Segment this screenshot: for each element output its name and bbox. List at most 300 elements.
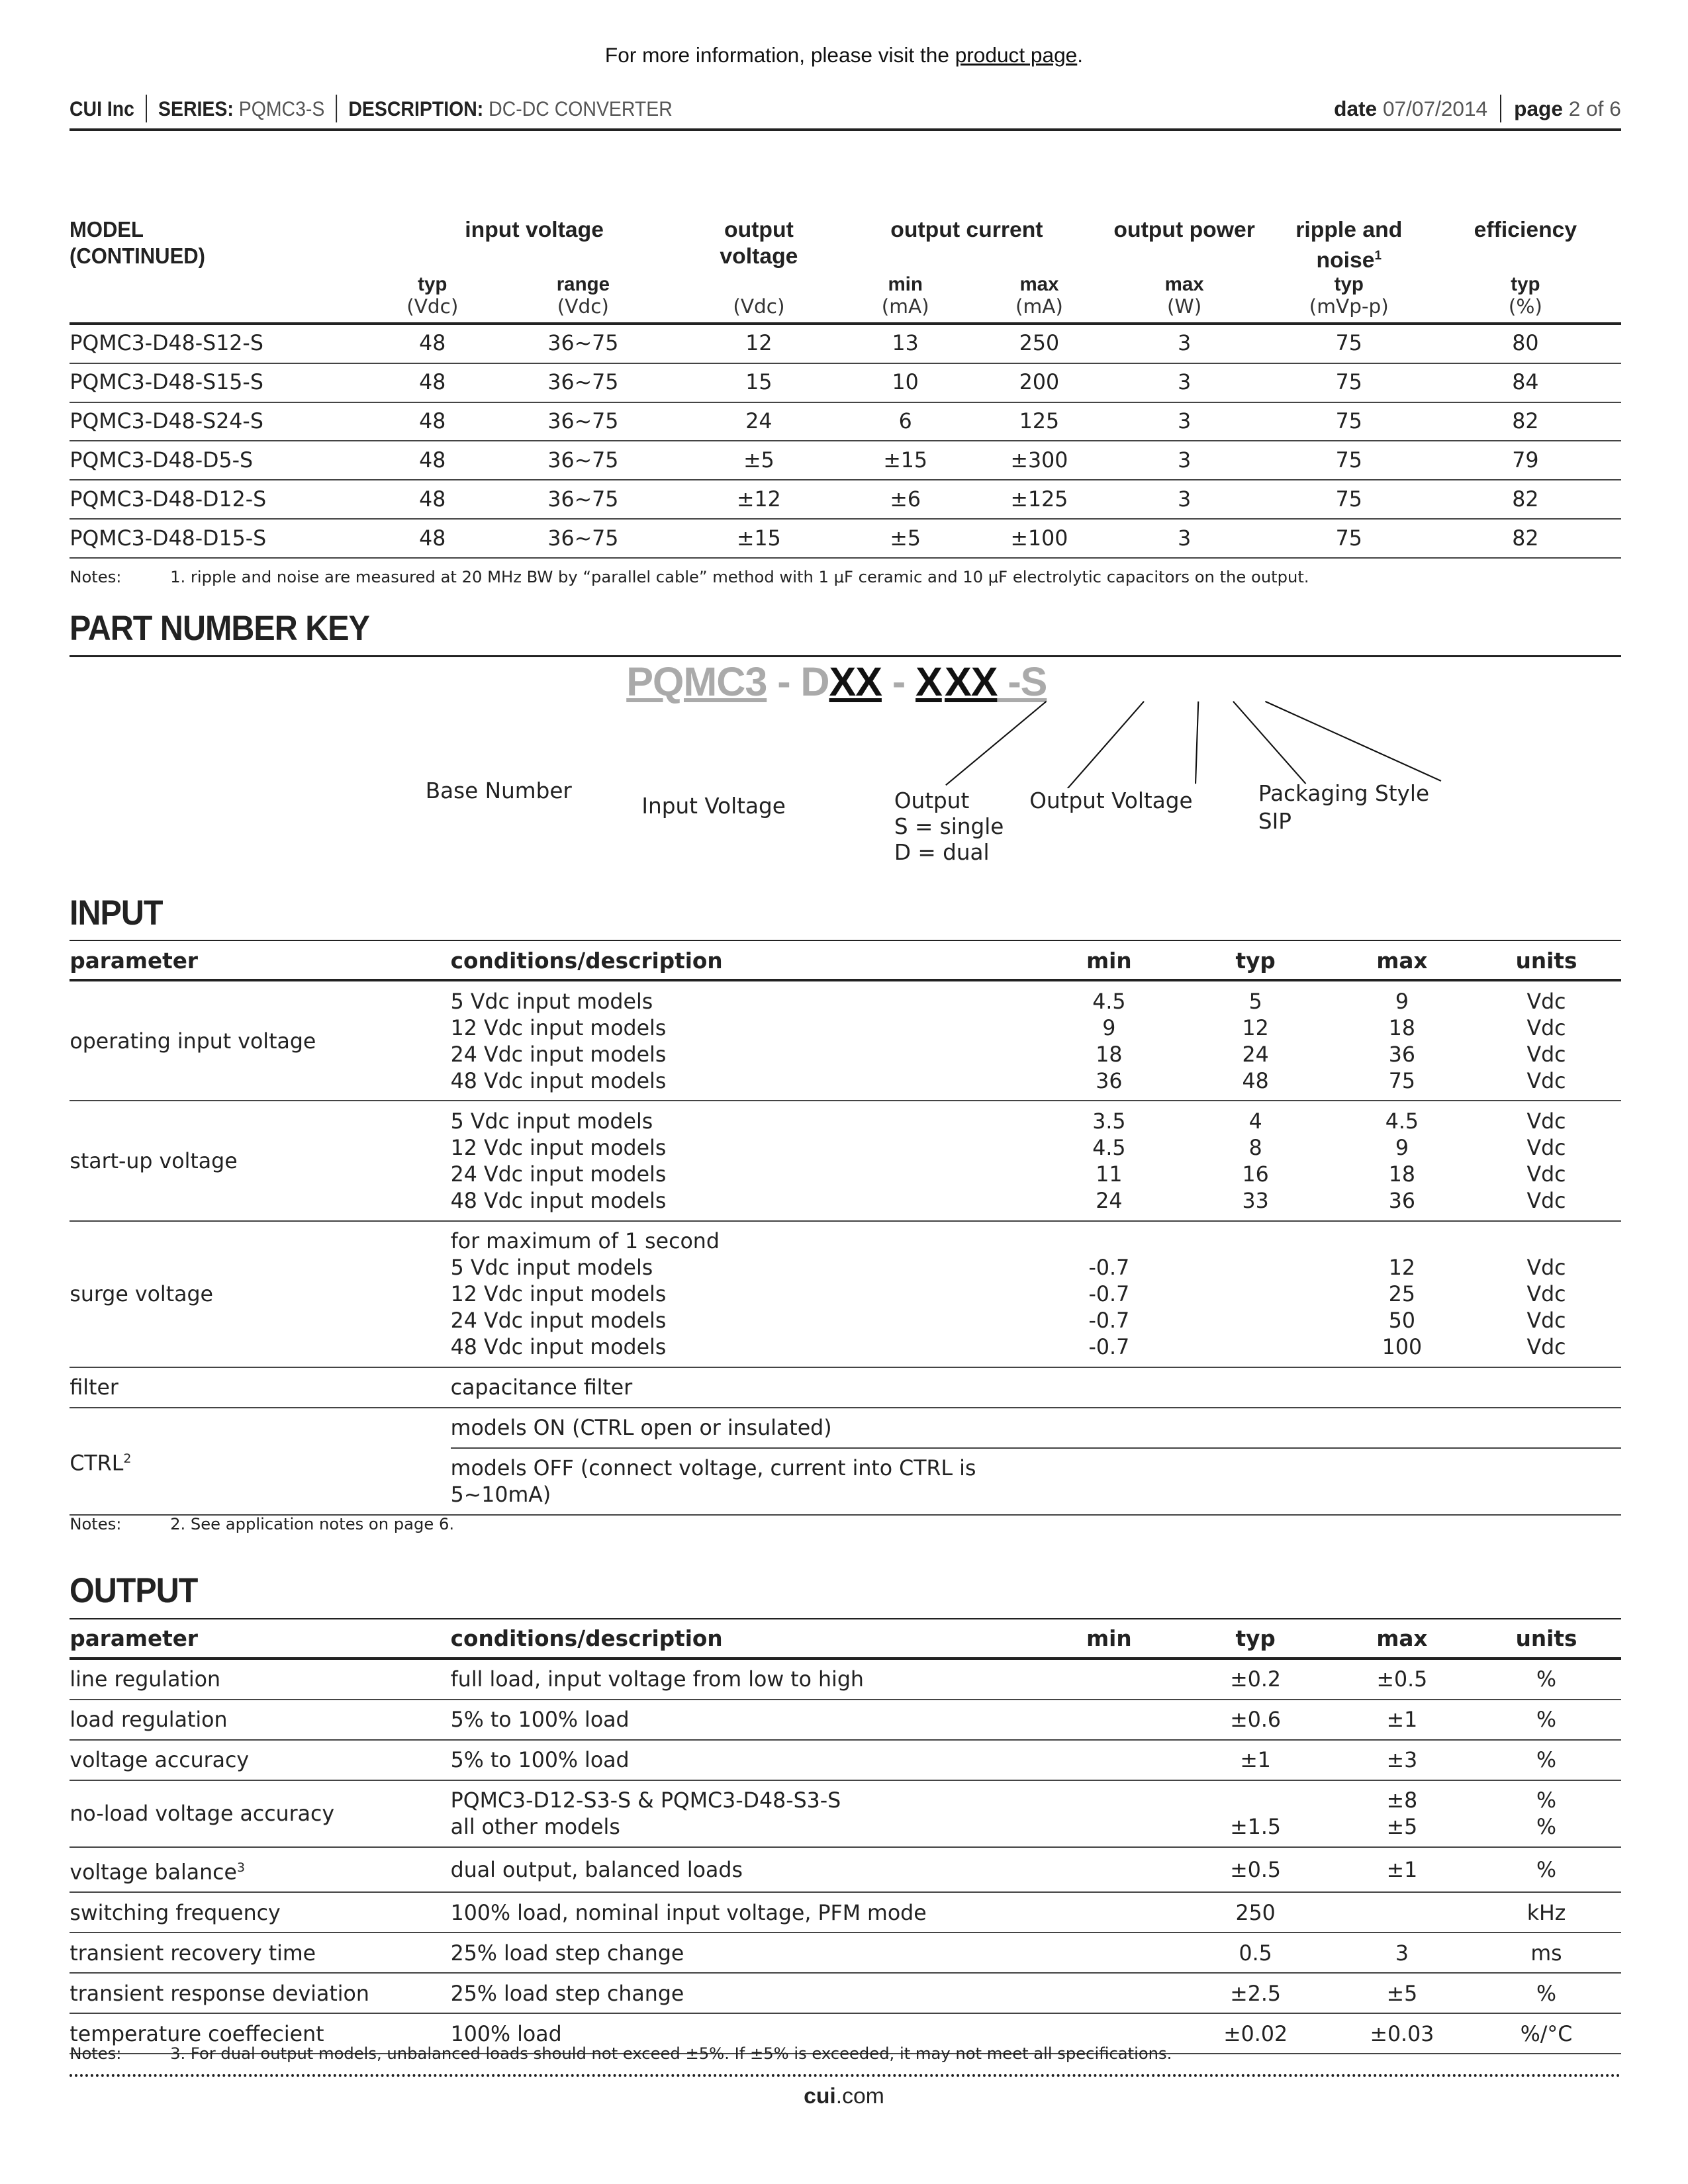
cell: 24	[685, 402, 833, 441]
parameter-name	[70, 1847, 450, 1893]
cond-cell	[451, 1659, 1039, 1700]
min-cell	[1039, 980, 1179, 1101]
min-value	[1039, 1747, 1179, 1774]
cond-lines	[451, 1940, 1039, 1967]
group-efficiency: efficiency	[1474, 216, 1577, 242]
units-value: Vdc	[1526, 1189, 1566, 1214]
cond-value: 5 Vdc input models	[450, 1109, 653, 1134]
parameter-name	[70, 1101, 450, 1220]
typ-value: 4	[1248, 1109, 1262, 1134]
table-row	[70, 1700, 1620, 1740]
table-row	[70, 1367, 1620, 1408]
table-row	[70, 980, 1620, 1101]
subhead: max	[1019, 273, 1059, 295]
unit-label: (Vdc)	[685, 296, 833, 324]
code-sep: -	[881, 659, 916, 704]
cond-value: 25% load step change	[450, 1981, 684, 2006]
parameter-label: CTRL	[70, 1451, 124, 1476]
cond-lines	[451, 1109, 1039, 1214]
cell: 36~75	[481, 480, 685, 519]
column-header: max	[1333, 943, 1472, 981]
unit-label: (mA)	[833, 296, 978, 324]
min-lines	[1039, 1981, 1179, 2007]
cond-value: models OFF (connect voltage, current into CTRL is	[450, 1457, 976, 1481]
header-rule	[70, 128, 1620, 131]
description-label: DESCRIPTION:	[348, 96, 484, 120]
units-lines	[1472, 1788, 1621, 1841]
table-row	[70, 1740, 1620, 1780]
typ-cell	[1179, 1367, 1333, 1408]
units-cell	[1472, 1780, 1621, 1847]
units-value: %	[1536, 1981, 1557, 2006]
model-name: PQMC3-D48-S24-S	[70, 402, 383, 441]
cell: 36~75	[481, 363, 685, 402]
typ-value: ±1.5	[1230, 1815, 1281, 1840]
units-lines	[1472, 1375, 1621, 1401]
cond-cell	[451, 1847, 1039, 1893]
units-lines	[1472, 1707, 1621, 1733]
cell: ±15	[685, 519, 833, 558]
min-value	[1039, 2021, 1179, 2048]
min-value: 3.5	[1092, 1109, 1126, 1134]
max-value: ±0.03	[1370, 2022, 1434, 2046]
product-page-link[interactable]: product page	[955, 43, 1078, 68]
header-row	[70, 943, 1620, 981]
column-header: conditions/description	[451, 943, 1039, 981]
min-lines	[1039, 1747, 1179, 1774]
max-cell	[1333, 1847, 1472, 1893]
max-cell	[1333, 1933, 1472, 1973]
min-lines	[1039, 1900, 1179, 1927]
notes-label: Notes:	[70, 2044, 122, 2064]
notes-label: Notes:	[70, 1514, 122, 1533]
series-value: PQMC3-S	[239, 96, 325, 120]
cell: ±5	[685, 441, 833, 480]
parameter-name	[70, 1367, 450, 1408]
cond-value: full load, input voltage from low to high	[450, 1668, 864, 1692]
units-lines	[1472, 1900, 1621, 1927]
max-lines	[1333, 1375, 1472, 1401]
parameter-name	[70, 1700, 450, 1740]
model-notes	[70, 568, 1309, 586]
ripple-label: ripple and noise	[1295, 216, 1403, 273]
cond-value: 12 Vdc input models	[450, 1283, 667, 1307]
cond-value: 48 Vdc input models	[450, 1189, 667, 1214]
units-value: %/°C	[1520, 2022, 1573, 2046]
cond-value: 24 Vdc input models	[450, 1163, 667, 1187]
max-value: ±1	[1386, 1708, 1418, 1733]
top-note-text: For more information, please visit the	[604, 43, 955, 68]
units-value: %	[1536, 1668, 1557, 1692]
part-key-leader-lines	[0, 690, 1688, 788]
typ-cell	[1179, 1101, 1333, 1220]
typ-lines	[1179, 1981, 1333, 2007]
column-header: units	[1472, 943, 1621, 981]
units-cell	[1472, 1847, 1621, 1893]
parameter-label: transient recovery time	[70, 1941, 316, 1966]
cell: 48	[384, 480, 482, 519]
cond-value: 48 Vdc input models	[450, 1069, 667, 1093]
typ-lines	[1179, 1857, 1333, 1884]
max-cell	[1333, 980, 1472, 1101]
min-lines	[1039, 1228, 1179, 1361]
cond-lines	[451, 1707, 1039, 1733]
table-row	[70, 1659, 1620, 1700]
units-cell	[1472, 1933, 1621, 1973]
typ-value	[1179, 1255, 1333, 1281]
note-text: 2. See application notes on page 6.	[170, 1514, 455, 1533]
cell: 250	[978, 324, 1100, 363]
max-lines	[1333, 1747, 1472, 1774]
footer-brand: cui	[804, 2083, 836, 2109]
units-value: ms	[1530, 1941, 1562, 1966]
typ-value: ±1	[1240, 1749, 1271, 1773]
label-output-line: Output	[894, 788, 970, 813]
cond-lines	[451, 1375, 1039, 1401]
units-value: Vdc	[1526, 1256, 1566, 1281]
min-cell	[1039, 1780, 1179, 1847]
section-rule	[70, 655, 1620, 657]
label-packaging	[1258, 780, 1429, 835]
cell: 3	[1101, 324, 1268, 363]
part-number-key-title: PART NUMBER KEY	[70, 608, 370, 648]
parameter-label: voltage accuracy	[70, 1749, 250, 1773]
cond-cell	[451, 1780, 1039, 1847]
max-value: 9	[1395, 989, 1409, 1014]
label-base-number: Base Number	[425, 778, 572, 803]
cell: 3	[1101, 441, 1268, 480]
typ-value	[1179, 1375, 1333, 1401]
min-lines	[1039, 1940, 1179, 1967]
leader-line	[946, 702, 1047, 785]
cond-value: 48 Vdc input models	[450, 1336, 667, 1360]
units-value: %	[1536, 1789, 1557, 1813]
cond-value: 5 Vdc input models	[450, 989, 653, 1014]
typ-value	[1179, 1228, 1333, 1255]
typ-lines	[1179, 1666, 1333, 1693]
cond-lines	[451, 1788, 1039, 1841]
code-input: XX	[829, 659, 882, 704]
typ-cell	[1179, 980, 1333, 1101]
units-value	[1472, 1375, 1621, 1401]
max-lines	[1333, 1228, 1472, 1361]
units-value: Vdc	[1526, 1069, 1566, 1093]
typ-value: 12	[1242, 1016, 1269, 1040]
units-value: kHz	[1526, 1901, 1566, 1925]
min-cell	[1039, 1892, 1179, 1933]
table-row	[70, 1973, 1620, 2013]
cell: 12	[685, 324, 833, 363]
max-lines	[1333, 1666, 1472, 1693]
typ-cell	[1179, 2013, 1333, 2054]
section-rule	[70, 940, 1620, 941]
units-cell	[1472, 980, 1621, 1101]
footnote-ref: 2	[123, 1451, 132, 1466]
min-value	[1039, 1940, 1179, 1967]
cond-lines	[451, 989, 1039, 1095]
cell: 75	[1268, 441, 1430, 480]
cell: ±12	[685, 480, 833, 519]
max-cell	[1333, 1780, 1472, 1847]
leader-line	[1265, 702, 1441, 781]
max-cell	[1333, 1101, 1472, 1220]
cell: 36~75	[481, 441, 685, 480]
cell: 10	[833, 363, 978, 402]
cell: 82	[1430, 519, 1621, 558]
column-header: min	[1039, 1621, 1179, 1659]
cond-lines	[451, 2021, 1039, 2048]
parameter-name	[70, 1659, 450, 1700]
cond-cell	[451, 1973, 1039, 2013]
min-lines	[1039, 1707, 1179, 1733]
table-row	[70, 363, 1620, 402]
typ-value: 5	[1248, 989, 1262, 1014]
cell: ±6	[833, 480, 978, 519]
unit-label: (Vdc)	[384, 296, 482, 324]
min-value: -0.7	[1088, 1283, 1130, 1307]
table-row	[70, 1221, 1620, 1367]
description-value: DC-DC CONVERTER	[489, 96, 673, 120]
typ-value	[1179, 1334, 1333, 1361]
units-cell	[1472, 2013, 1621, 2054]
units-value: %	[1536, 1858, 1557, 1882]
min-value	[1039, 1857, 1179, 1884]
group-output-voltage: output voltage	[720, 216, 798, 269]
cond-value: for maximum of 1 second	[450, 1230, 720, 1254]
min-lines	[1039, 1666, 1179, 1693]
company-name: CUI Inc	[70, 96, 135, 120]
max-value	[1333, 1900, 1472, 1927]
cond-cell	[451, 980, 1039, 1101]
min-value: -0.7	[1088, 1256, 1130, 1281]
cell: 75	[1268, 519, 1430, 558]
output-section-title: OUTPUT	[70, 1570, 198, 1610]
parameter-name	[70, 980, 450, 1101]
parameter-name	[70, 1892, 450, 1933]
units-cell	[1472, 1101, 1621, 1220]
min-value	[1039, 1788, 1179, 1814]
cell: 48	[384, 519, 482, 558]
min-cell	[1039, 1933, 1179, 1973]
cell: 36~75	[481, 519, 685, 558]
group-output-power: output power	[1113, 216, 1255, 242]
cell: ±125	[978, 480, 1100, 519]
column-header: conditions/description	[451, 1621, 1039, 1659]
max-value: 12	[1388, 1256, 1416, 1281]
table-row-ctrl-on	[70, 1408, 1620, 1448]
cond-lines	[451, 1900, 1039, 1927]
max-lines	[1333, 1900, 1472, 1927]
typ-value: 33	[1242, 1189, 1269, 1214]
table-row	[70, 519, 1620, 558]
model-name: PQMC3-D48-S15-S	[70, 363, 383, 402]
cond-cell	[451, 1221, 1039, 1367]
min-value: 4.5	[1092, 1136, 1126, 1161]
column-header: typ	[1179, 1621, 1333, 1659]
units-lines	[1472, 989, 1621, 1095]
parameter-label: temperature coeffecient	[70, 2022, 324, 2046]
parameter-name	[70, 1221, 450, 1367]
typ-value: 250	[1235, 1901, 1276, 1925]
note-text: 1. ripple and noise are measured at 20 MHz BW by “parallel cable” method with 1 μF ceramic and 10 μF electrolytic capacitors on the output.	[170, 567, 1309, 586]
max-value: ±5	[1386, 1981, 1418, 2006]
units-value: Vdc	[1526, 1109, 1566, 1134]
min-value	[1039, 1707, 1179, 1733]
cell: 48	[384, 324, 482, 363]
max-value: 25	[1388, 1283, 1416, 1307]
cell: 3	[1101, 402, 1268, 441]
cond-cell	[451, 1933, 1039, 1973]
typ-value: ±0.6	[1230, 1708, 1281, 1733]
cell: 75	[1268, 480, 1430, 519]
table-row	[70, 1933, 1620, 1973]
max-cell	[1333, 1367, 1472, 1408]
cond-value: 25% load step change	[450, 1941, 684, 1966]
parameter-label: surge voltage	[70, 1283, 213, 1307]
typ-value	[1179, 1788, 1333, 1814]
parameter-name	[70, 1973, 450, 2013]
divider	[336, 95, 338, 122]
typ-value: 48	[1242, 1069, 1269, 1093]
parameter-label: voltage balance	[70, 1860, 237, 1885]
label-packaging-line: Packaging Style	[1258, 781, 1430, 807]
parameter-label: transient response deviation	[70, 1981, 369, 2006]
unit-label: (mVp-p)	[1268, 296, 1430, 324]
column-header: parameter	[70, 1621, 450, 1659]
table-row	[70, 1780, 1620, 1847]
cond-cell	[451, 1700, 1039, 1740]
code-base: PQMC3	[626, 659, 767, 704]
model-table	[70, 216, 1620, 559]
cond-lines	[451, 1857, 1039, 1884]
max-lines	[1333, 2021, 1472, 2048]
label-output-line: S = single	[894, 813, 1004, 839]
cell: ±100	[978, 519, 1100, 558]
max-value: 36	[1388, 1189, 1416, 1214]
units-lines	[1472, 1666, 1621, 1693]
cell: ±5	[833, 519, 978, 558]
units-lines	[1472, 2021, 1621, 2048]
units-lines	[1472, 1747, 1621, 1774]
cell: 75	[1268, 402, 1430, 441]
units-lines	[1472, 1981, 1621, 2007]
table-row	[70, 402, 1620, 441]
code-sep: - D	[767, 659, 829, 704]
cell: 82	[1430, 480, 1621, 519]
max-value: 4.5	[1385, 1109, 1419, 1134]
parameter-label: switching frequency	[70, 1901, 281, 1925]
parameter-label: operating input voltage	[70, 1029, 316, 1054]
cond-value: PQMC3-D12-S3-S & PQMC3-D48-S3-S	[450, 1789, 841, 1813]
column-header: min	[1039, 943, 1179, 981]
date-value: 07/07/2014	[1382, 96, 1488, 120]
cell: 48	[384, 363, 482, 402]
cond-value: 24 Vdc input models	[450, 1042, 667, 1067]
date-label: date	[1334, 96, 1378, 120]
cond-lines	[451, 1747, 1039, 1774]
min-value: 11	[1096, 1163, 1123, 1187]
cond-cell: models ON (CTRL open or insulated)	[451, 1408, 1621, 1448]
typ-value: ±0.2	[1230, 1668, 1281, 1692]
leader-line	[1064, 702, 1144, 788]
cell: 3	[1101, 519, 1268, 558]
model-name: PQMC3-D48-D12-S	[70, 480, 383, 519]
parameter-label: start-up voltage	[70, 1150, 238, 1174]
page-value: 2 of 6	[1568, 96, 1621, 120]
unit-label: (Vdc)	[481, 296, 685, 324]
units-value: Vdc	[1526, 1309, 1566, 1334]
typ-value: ±0.02	[1223, 2022, 1288, 2046]
footnote-ref: 3	[236, 1860, 246, 1876]
max-cell	[1333, 2013, 1472, 2054]
cond-value: 12 Vdc input models	[450, 1016, 667, 1040]
typ-value: 24	[1242, 1042, 1269, 1067]
code-output: X	[915, 659, 942, 704]
cond-value: dual output, balanced loads	[450, 1858, 743, 1882]
min-cell	[1039, 1740, 1179, 1780]
units-cell	[1472, 1700, 1621, 1740]
model-name: PQMC3-D48-D5-S	[70, 441, 383, 480]
typ-value	[1179, 1308, 1333, 1334]
footer-website[interactable]	[0, 2083, 1688, 2109]
divider	[146, 95, 147, 122]
max-value	[1333, 1228, 1472, 1255]
group-output-current: output current	[890, 216, 1043, 242]
max-value: ±3	[1386, 1749, 1418, 1773]
table-row	[70, 324, 1620, 363]
max-lines	[1333, 1940, 1472, 1967]
cond-value: 5 Vdc input models	[450, 1256, 653, 1281]
units-cell	[1472, 1221, 1621, 1367]
min-value: 24	[1096, 1189, 1123, 1214]
max-lines	[1333, 1707, 1472, 1733]
top-note	[0, 43, 1688, 68]
subhead: range	[556, 273, 610, 295]
units-value	[1472, 1228, 1621, 1255]
cell: 79	[1430, 441, 1621, 480]
cond-cell	[451, 1101, 1039, 1220]
typ-lines	[1179, 1747, 1333, 1774]
units-value: %	[1536, 1708, 1557, 1733]
cond-value: all other models	[450, 1815, 620, 1840]
min-value: 9	[1102, 1016, 1116, 1040]
leader-line	[1233, 702, 1306, 784]
typ-cell	[1179, 1740, 1333, 1780]
typ-cell	[1179, 1700, 1333, 1740]
units-cell	[1472, 1892, 1621, 1933]
label-packaging-line: SIP	[1258, 809, 1291, 835]
max-value	[1333, 1375, 1472, 1401]
parameter-label: filter	[70, 1376, 118, 1400]
min-value: 36	[1096, 1069, 1123, 1093]
typ-lines	[1179, 1788, 1333, 1841]
parameter-label: line regulation	[70, 1668, 220, 1692]
min-cell	[1039, 1847, 1179, 1893]
cond-lines	[451, 1666, 1039, 1693]
cond-value: 5~10mA)	[450, 1483, 551, 1508]
max-value: 18	[1388, 1016, 1416, 1040]
max-value: 3	[1395, 1941, 1409, 1966]
typ-cell	[1179, 1973, 1333, 2013]
notes-label: Notes:	[70, 567, 122, 586]
max-cell	[1333, 1740, 1472, 1780]
parameter-label: no-load voltage accuracy	[70, 1802, 335, 1827]
max-value: ±8	[1386, 1789, 1418, 1813]
input-spec-table	[70, 943, 1620, 1516]
typ-lines	[1179, 1228, 1333, 1361]
units-lines	[1472, 1857, 1621, 1884]
typ-cell	[1179, 1933, 1333, 1973]
